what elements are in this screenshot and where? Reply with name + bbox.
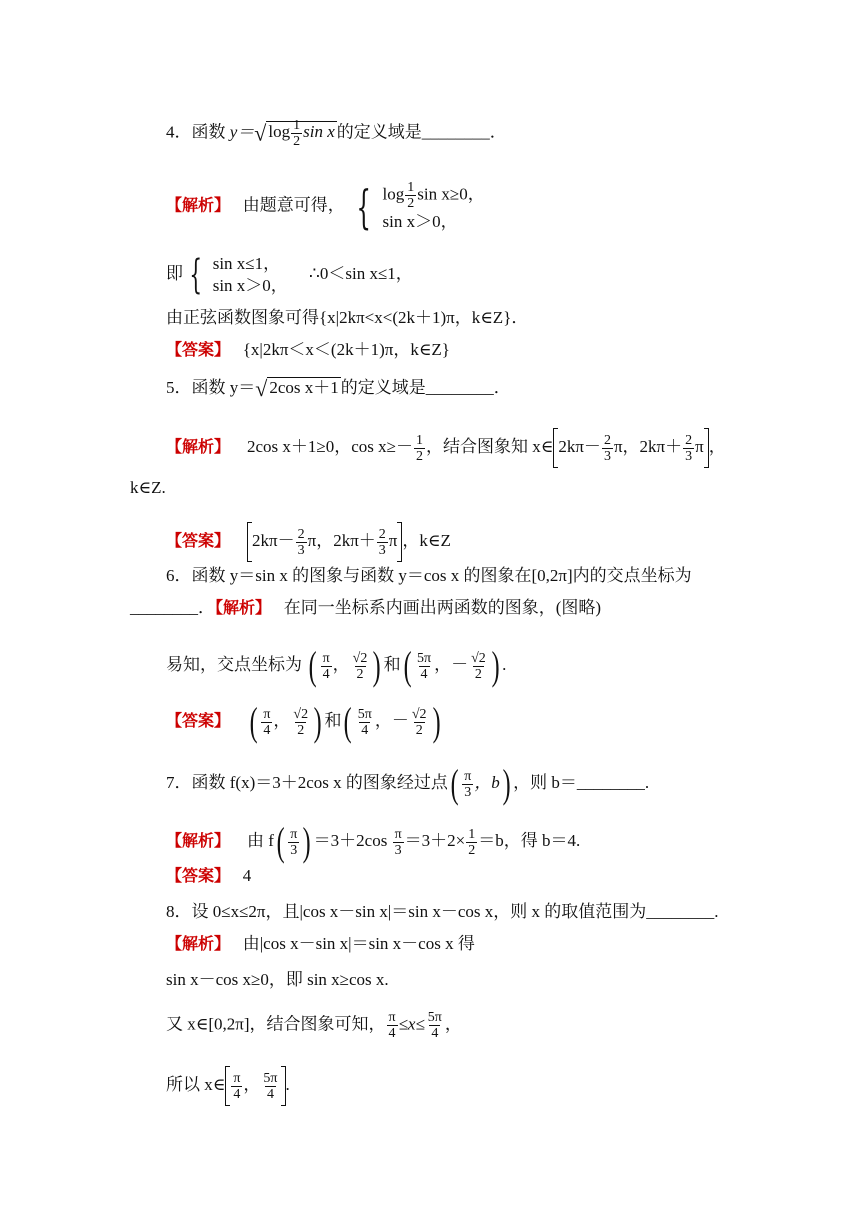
- q5-stem: 5．函数 y＝√ 2cos x＋1 的定义域是________．: [166, 376, 511, 401]
- q4-line3: 由正弦函数图象可得{x|2kπ<x<(2k＋1)π，k∈Z}．: [166, 308, 529, 327]
- q8-stem: 8．设 0≤x≤2π，且|cos x－sin x|＝sin x－cos x，则 x 的取值范围为________.: [166, 902, 719, 921]
- q8-line5: 所以 x∈ $\frac{\pi}{4}$ ， $\frac{5\pi}{4}$ .: [166, 1066, 290, 1106]
- q8-jiexi: 【解析】 由|cos x－sin x|＝sin x－cos x 得: [166, 934, 475, 953]
- q7-answer: 【答案】 4: [166, 866, 252, 885]
- q8-line3: sin x－cos x≥0，即 sin x≥cos x.: [166, 970, 389, 989]
- q6-jiexi: ________．【解析】 在同一坐标系内画出两函数的图象，(图略): [130, 598, 602, 617]
- q4-line2: 即 { sin x≤1， sin x＞0， ∴0＜sin x≤1，: [166, 252, 413, 298]
- q5-answer: 【答案】 2kπ－ $\frac{2}{3}$ π，2kπ＋ $\frac{2}{3}$ π ，k∈Z: [166, 522, 451, 562]
- q6-line3: 易知，交点坐标为 ( $\frac{\pi}{4}$ ， $\frac{√2}{2}$ ) 和( $\frac{5\pi}{4}$ ，－ $\frac{√2}{2}$ ) .: [166, 643, 507, 688]
- q4-system: log $\frac{1}{2}$ sin x≥0， sin x＞0，: [382, 180, 485, 231]
- q4-answer: 【答案】 {x|2kπ＜x＜(2k＋1)π，k∈Z}: [166, 340, 450, 359]
- q8-line4: 又 x∈[0,2π]，结合图象可知， $\frac{\pi}{4}$ ≤x≤ $\frac{5\pi}{4}$ ，: [166, 1010, 462, 1041]
- q7-stem: 7．函数 f(x)＝3＋2cos x 的图象经过点( $\frac{\pi}{3}$ ，b) ，则 b＝________.: [166, 761, 650, 806]
- jiexi-label: 【解析】: [166, 195, 231, 215]
- q6-stem: 6．函数 y＝sin x 的图象与函数 y＝cos x 的图象在[0,2π]内的交点坐标为: [166, 566, 692, 585]
- q5-line2: k∈Z.: [130, 478, 166, 497]
- q5-jiexi: 【解析】 2cos x＋1≥0，cos x≥－ $\frac{1}{2}$ ，结合图象知 x∈ 2kπ－ $\frac{2}{3}$ π，2kπ＋ $\frac{2}{3}$ π ，: [166, 428, 726, 468]
- q6-answer: 【答案】 ( $\frac{\pi}{4}$ ， $\frac{√2}{2}$ ) 和( $\frac{5\pi}{4}$ ，－ $\frac{√2}{2}$ ): [166, 699, 441, 744]
- q4-stem: 4．函数 y＝√ log $\frac{1}{2}$ sin x 的定义域是________．: [166, 118, 507, 149]
- q4-jiexi: 【解析】 由题意可得， { log $\frac{1}{2}$ sin x≥0， sin x＞0，: [166, 179, 485, 234]
- q7-jiexi: 【解析】 由 f( $\frac{\pi}{3}$ ) ＝3＋2cos $\frac{\pi}{3}$ ＝3＋2× $\frac{1}{2}$ ＝b，得 b＝4.: [166, 819, 581, 864]
